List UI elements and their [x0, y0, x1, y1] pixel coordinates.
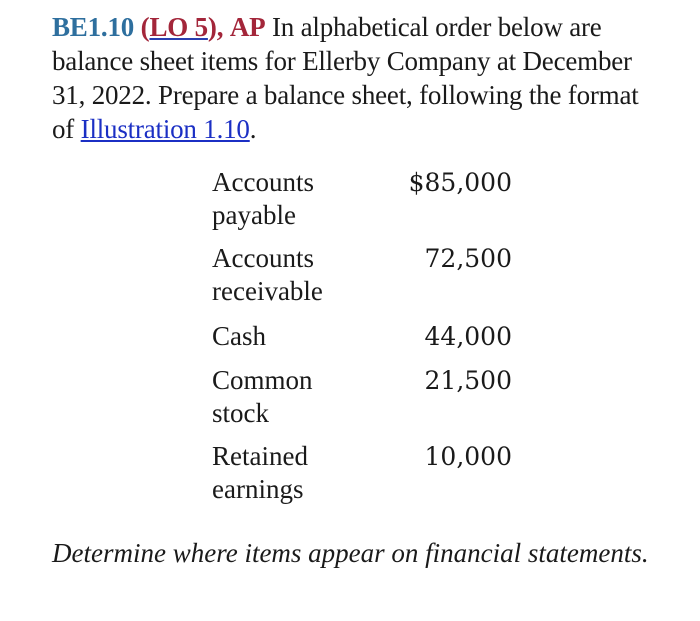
item-amount: 44,000 — [424, 322, 512, 351]
list-item — [212, 320, 512, 364]
list-item — [212, 242, 512, 320]
list-item — [212, 364, 512, 440]
item-label: Accounts receivable — [212, 243, 323, 306]
learning-objective-ref — [141, 12, 224, 42]
item-label: Common stock — [212, 365, 313, 428]
exercise-prompt — [52, 10, 662, 146]
hint-text: Determine where items appear on financial statements. — [52, 538, 649, 568]
exercise-instructions: In alphabetical order below are balance sheet items for Ellerby Company at December 31, 2022. Prepare a balance sheet, following the format of — [52, 12, 639, 144]
list-item — [212, 440, 512, 510]
exercise-id: BE1.10 — [52, 12, 135, 42]
item-amount: 10,000 — [424, 442, 512, 471]
exercise-tag: AP — [229, 12, 266, 42]
item-label: Retained earnings — [212, 441, 308, 504]
illustration-link[interactable]: Illustration 1.10 — [80, 114, 250, 144]
item-label: Cash — [212, 321, 266, 351]
item-amount: 72,500 — [424, 244, 512, 273]
lo-open-paren: ( — [140, 12, 150, 42]
list-item — [212, 166, 512, 242]
item-label: Accounts payable — [212, 167, 314, 230]
lo-close-paren: ), — [207, 12, 224, 42]
item-amount: 21,500 — [424, 366, 512, 395]
item-amount: $85,000 — [408, 168, 512, 197]
learning-objective-link[interactable]: LO 5 — [149, 12, 208, 42]
balance-sheet-items — [212, 166, 512, 510]
instructions-period: . — [249, 114, 257, 144]
